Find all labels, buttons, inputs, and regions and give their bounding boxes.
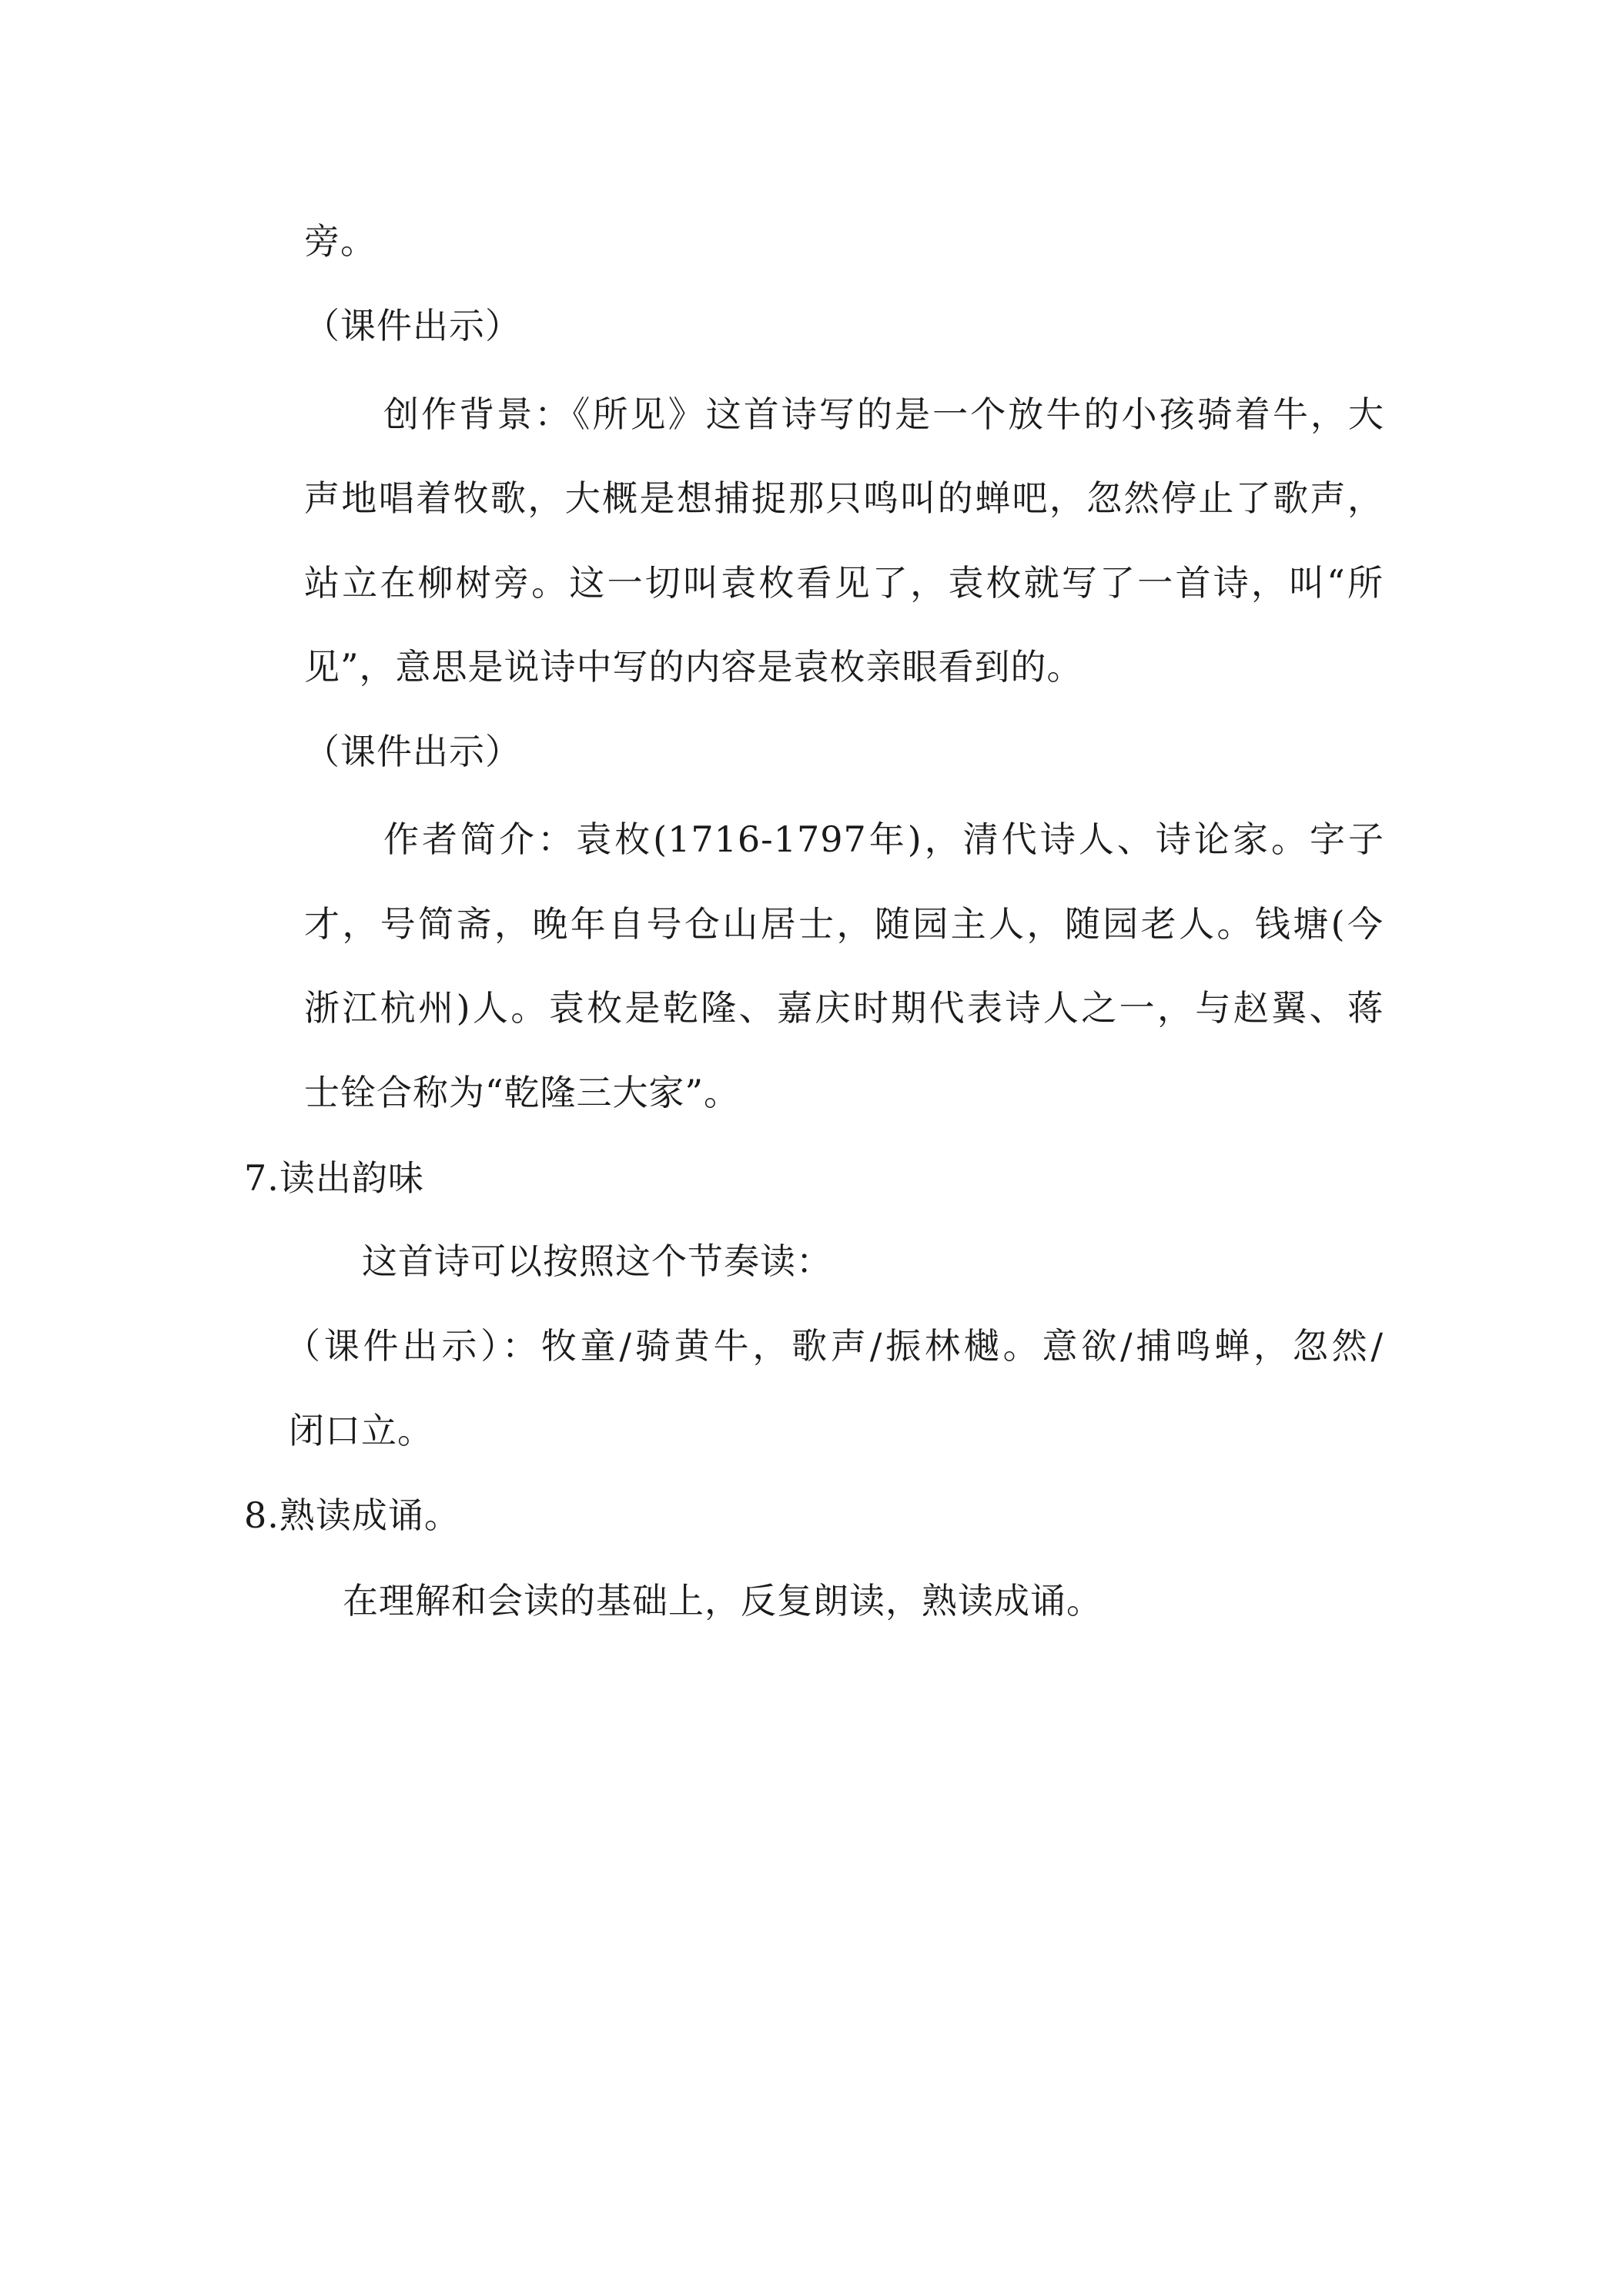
- text-line: 站立在柳树旁。这一切叫袁枚看见了，袁枚就写了一首诗，叫“所: [304, 562, 1384, 604]
- text-line: 才，号简斋，晚年自号仓山居士，随园主人，随园老人。钱塘(今: [304, 903, 1384, 945]
- text-line: 旁。: [304, 220, 376, 262]
- text-line: 见”，意思是说诗中写的内容是袁枚亲眼看到的。: [304, 646, 1083, 688]
- text-line: 在理解和会读的基础上，反复朗读，熟读成诵。: [343, 1580, 1103, 1622]
- text-line: 作者简介：袁枚(1716-1797年)，清代诗人、诗论家。字子: [383, 818, 1384, 860]
- text-line: （课件出示）: [304, 731, 521, 772]
- section-heading: 7.读出韵味: [244, 1157, 424, 1199]
- text-line: 声地唱着牧歌，大概是想捕捉那只鸣叫的蝉吧，忽然停止了歌声，: [304, 477, 1384, 519]
- text-line: 这首诗可以按照这个节奏读：: [362, 1240, 832, 1282]
- text-line: 士铨合称为“乾隆三大家”。: [304, 1072, 741, 1113]
- text-line: （课件出示）: [304, 305, 521, 346]
- text-line: 闭口立。: [289, 1410, 433, 1451]
- text-line: （课件出示）：牧童/骑黄牛，歌声/振林樾。意欲/捕鸣蝉，忽然/: [285, 1325, 1384, 1367]
- text-line: 创作背景：《所见》这首诗写的是一个放牛的小孩骑着牛，大: [383, 393, 1384, 435]
- section-heading: 8.熟读成诵。: [244, 1494, 460, 1536]
- text-line: 浙江杭州)人。袁枚是乾隆、嘉庆时期代表诗人之一，与赵翼、蒋: [304, 987, 1384, 1029]
